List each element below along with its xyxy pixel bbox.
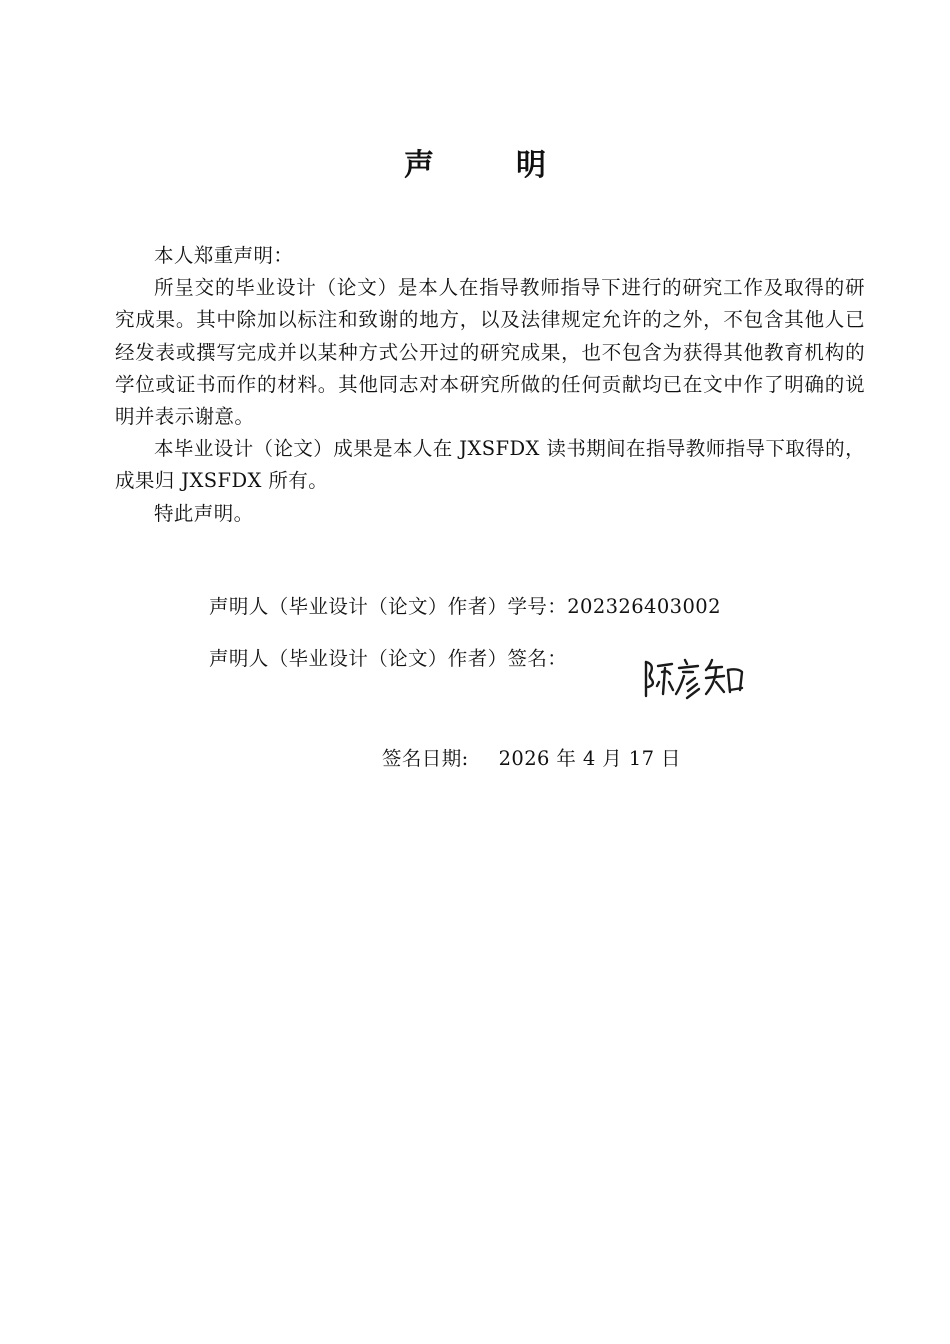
student-id-label: 声明人（毕业设计（论文）作者）学号： bbox=[209, 595, 568, 618]
title-char-1: 声 bbox=[404, 148, 434, 183]
declaration-body bbox=[115, 240, 865, 530]
title-char-2: 明 bbox=[516, 148, 546, 183]
signature-label: 声明人（毕业设计（论文）作者）签名： bbox=[209, 647, 568, 670]
signature-line bbox=[209, 643, 567, 671]
signature-date bbox=[382, 743, 681, 771]
declaration-opening: 本人郑重声明： bbox=[154, 244, 294, 267]
page-title bbox=[0, 140, 950, 184]
declaration-paragraph-originality: 所呈交的毕业设计（论文）是本人在指导教师指导下进行的研究工作及取得的研究成果。其中除加以标注和致谢的地方，以及法律规定允许的之外，不包含其他人已经发表或撰写完成并以某种方式公开过的研究成果，也不包含为获得其他教育机构的学位或证书而作的材料。其他同志对本研究所做的任何贡献均已在文中作了明确的说明并表示谢意。 bbox=[115, 276, 865, 429]
declaration-paragraph-ownership: 本毕业设计（论文）成果是本人在 JXSFDX 读书期间在指导教师指导下取得的，成果归 JXSFDX 所有。 bbox=[115, 437, 865, 493]
student-id-line bbox=[209, 591, 721, 619]
date-label: 签名日期: bbox=[382, 747, 469, 770]
handwritten-signature bbox=[640, 652, 750, 702]
student-id-value: 202326403002 bbox=[567, 595, 721, 618]
declaration-closing: 特此声明。 bbox=[154, 501, 254, 525]
date-value: 2026 年 4 月 17 日 bbox=[498, 747, 681, 770]
